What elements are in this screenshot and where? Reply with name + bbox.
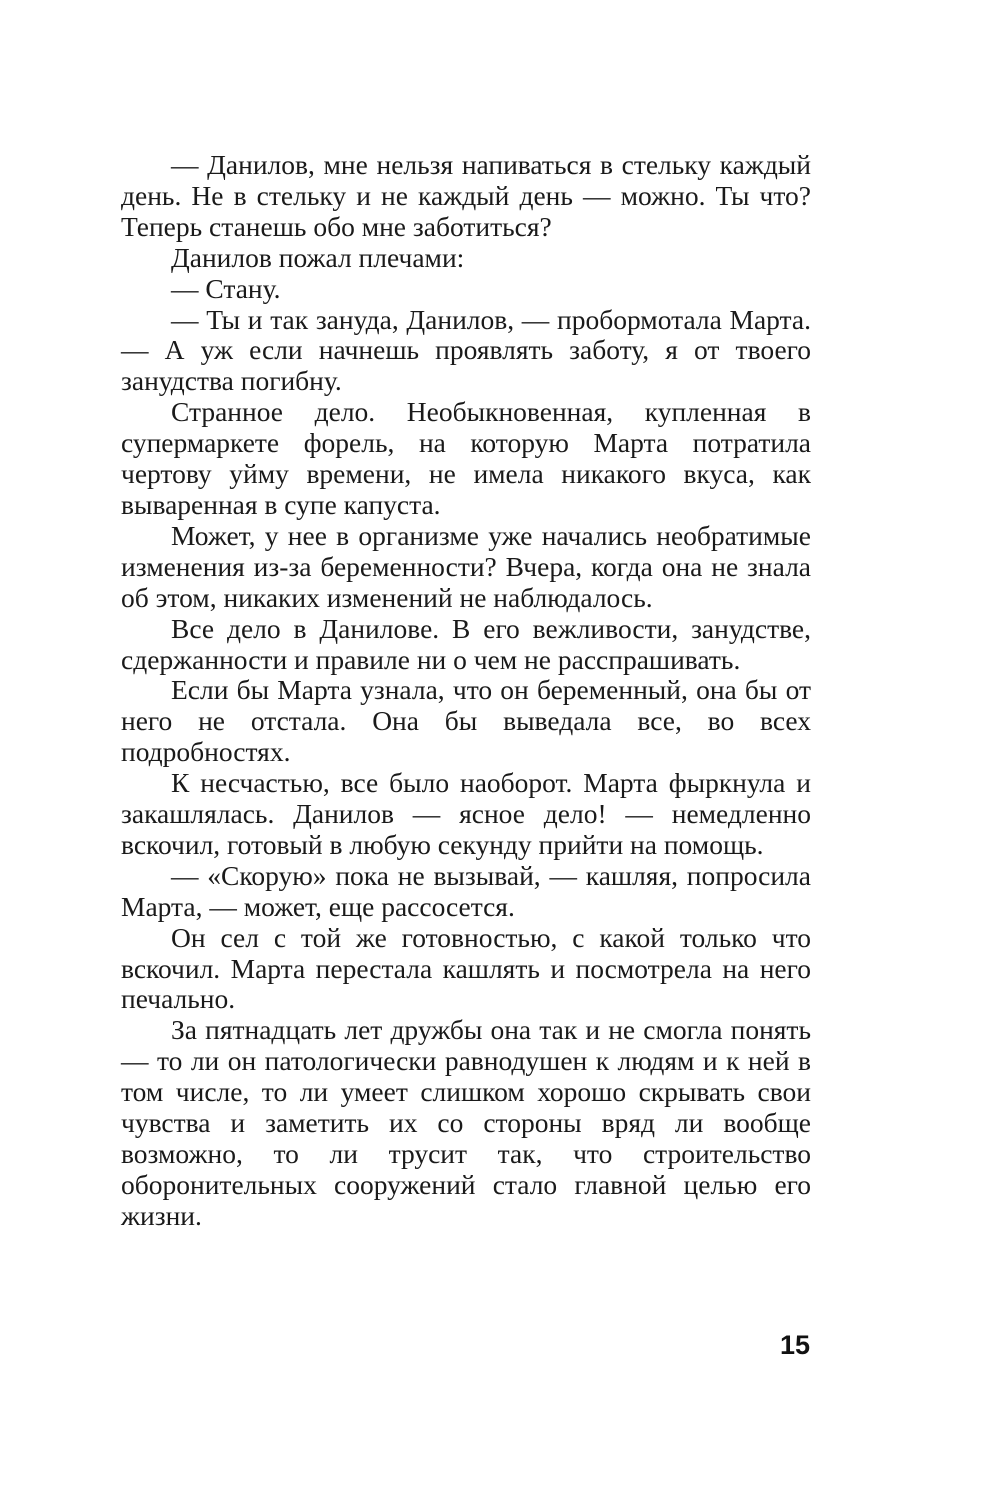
paragraph: Данилов пожал плечами: — [171, 241, 465, 273]
paragraph: К несчастью, все было наоборот. Марта фыркнула и закашлялась. Данилов — ясное дело! — немедленно вскочил, готовый в любую секунду прийти на помощь. — [121, 767, 811, 860]
paragraph: Если бы Марта узнала, что он беременный, она бы от него не отстала. Она бы выведала все, во всех подробностях. — [121, 674, 811, 768]
paragraph: — Ты и так зануда, Данилов, — пробормотала Марта. — А уж если начнешь проявлять заботу, я от твоего занудства погибну. — [121, 303, 811, 397]
body-text — [121, 150, 811, 1232]
paragraph: За пятнадцать лет дружбы она так и не смогла понять — то ли он патологически равнодушен к людям и к ней в том числе, то ли умеет слишком хорошо скрывать свои чувства и заметить их со стороны вряд ли вообще возможно, то ли трусит так, что строительство оборонительных сооружений стало главной целью его жизни. — [121, 1014, 811, 1231]
page-number: 15 — [779, 1330, 810, 1360]
paragraph: Он сел с той же готовностью, с какой только что вскочил. Марта перестала кашлять и посмотрела на него печально. — [121, 921, 811, 1015]
paragraph: — «Скорую» пока не вызывай, — кашляя, попросила Марта, — может, еще рассосется. — [121, 859, 811, 922]
paragraph: Странное дело. Необыкновенная, купленная в супермаркете форель, на которую Марта потратила чертову уйму времени, не имела никакого вкуса, как вываренная в супе капуста. — [121, 396, 811, 520]
paragraph: — Данилов, мне нельзя напиваться в стельку каждый день. Не в стельку и не каждый день — можно. Ты что? Теперь станешь обо мне заботиться? — [121, 149, 811, 242]
paragraph: Может, у нее в организме уже начались необратимые изменения из-за беременности? Вчера, когда она не знала об этом, никаких изменений не наблюдалось. — [121, 519, 811, 613]
paragraph: Все дело в Данилове. В его вежливости, занудстве, сдержанности и правиле ни о чем не расспрашивать. — [121, 612, 811, 675]
paragraph: — Стану. — [171, 272, 281, 304]
